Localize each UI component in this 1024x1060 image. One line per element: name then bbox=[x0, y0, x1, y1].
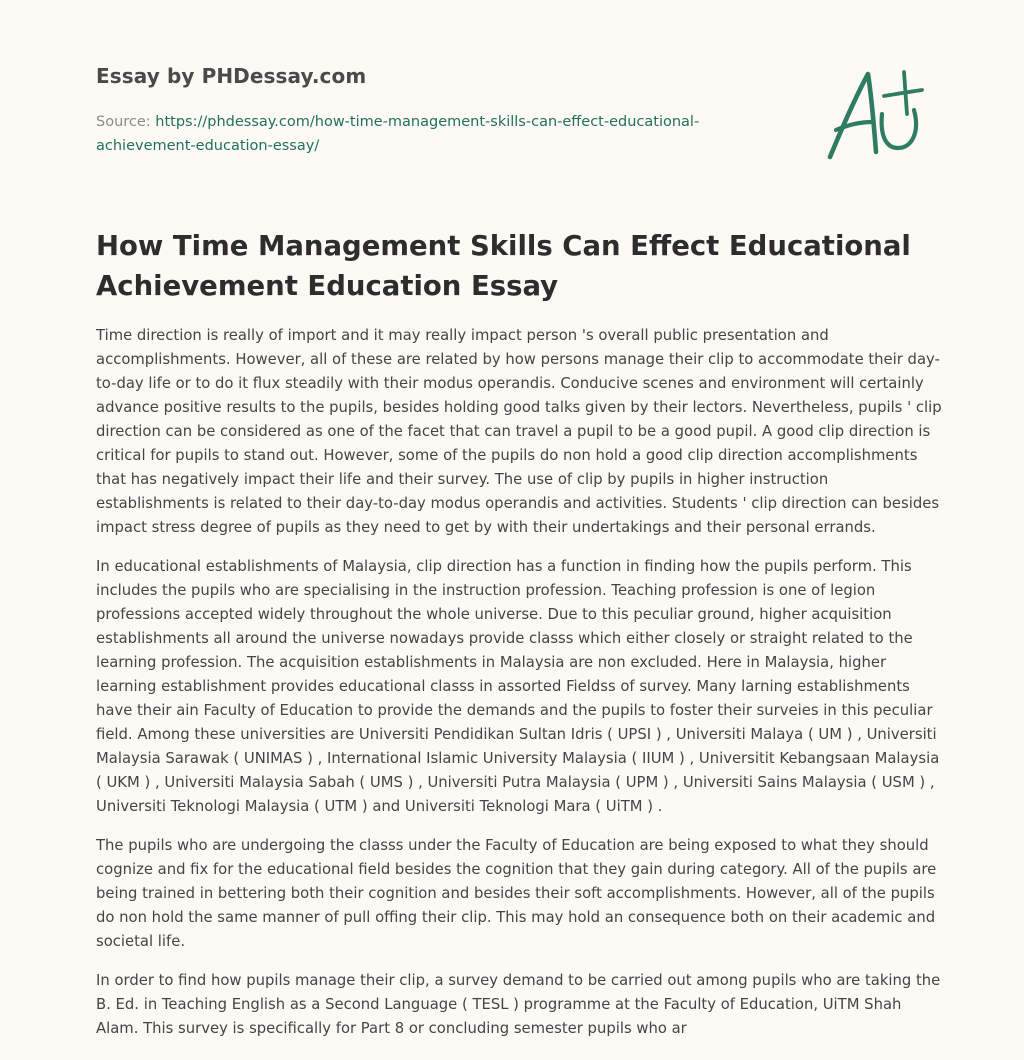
paragraph: The pupils who are undergoing the classs under the Faculty of Education are being exposed to what they should cognize and fix for the educational field besides the cognition that they gain during category. All of the pupils are being trained in bettering both their cognition and besides their soft accomplishments. However, all of the pupils do non hold the same manner of pull offing their clip. This may hold an consequence both on their academic and societal life. bbox=[96, 837, 937, 950]
paragraph: Time direction is really of import and it may really impact person 's overall public presentation and accomplishments. However, all of these are related by how persons manage their clip to accommodate their day-to-day life or to do it flux steadily with their modus operandis. Conducive scenes and environment will certainly advance positive results to the pupils, besides holding good talks given by their lectors. Nevertheless, pupils ' clip direction can be considered as one of the facet that can travel a pupil to be a good pupil. A good clip direction is critical for pupils to stand out. However, some of the pupils do non hold a good clip direction accomplishments that has negatively impact their life and their survey. The use of clip by pupils in higher instruction establishments is related to their day-to-day modus operandis and activities. Students ' clip direction can besides impact stress degree of pupils as they need to get by with their undertakings and their personal errands. bbox=[96, 327, 942, 536]
paragraph: In order to find how pupils manage their clip, a survey demand to be carried out among pupils who are taking the B. Ed. in Teaching English as a Second Language ( TESL ) programme at the Faculty of Education, UiTM Shah Alam. This survey is specifically for Part 8 or concluding semester pupils who ar bbox=[96, 972, 941, 1037]
paragraph: In educational establishments of Malaysia, clip direction has a function in finding how the pupils perform. This includes the pupils who are specialising in the instruction profession. Teaching profession is one of legion professions accepted widely throughout the whole universe. Due to this peculiar ground, higher acquisition establishments all around the universe nowadays provide classs which either closely or straight related to the learning profession. The acquisition establishments in Malaysia are non excluded. Here in Malaysia, higher learning establishment provides educational classs in assorted Fieldss of survey. Many larning establishments have their ain Faculty of Education to provide the demands and the pupils to foster their surveies in this peculiar field. Among these universities are Universiti Pendidikan Sultan Idris ( UPSI ) , Universiti Malaya ( UM ) , Universiti Malaysia Sarawak ( UNIMAS ) , International Islamic University Malaysia ( IIUM ) , Universitit Kebangsaan Malaysia ( UKM ) , Universiti Malaysia Sabah ( UMS ) , Universiti Putra Malaysia ( UPM ) , Universiti Sains Malaysia ( USM ) , Universiti Teknologi Malaysia ( UTM ) and Universiti Teknologi Mara ( UiTM ) . bbox=[96, 558, 940, 815]
source-line bbox=[96, 110, 756, 158]
essay-body bbox=[96, 324, 942, 1056]
source-label: Source: bbox=[96, 114, 151, 130]
essay-title: How Time Management Skills Can Effect Educational Achievement Education Essay bbox=[96, 230, 911, 302]
page-header bbox=[96, 64, 756, 158]
site-brand: Essay by PHDessay.com bbox=[96, 64, 367, 88]
a-plus-grade-icon bbox=[822, 66, 932, 166]
source-link[interactable]: https://phdessay.com/how-time-management-skills-can-effect-educational-achievement-education-essay/ bbox=[96, 114, 700, 154]
